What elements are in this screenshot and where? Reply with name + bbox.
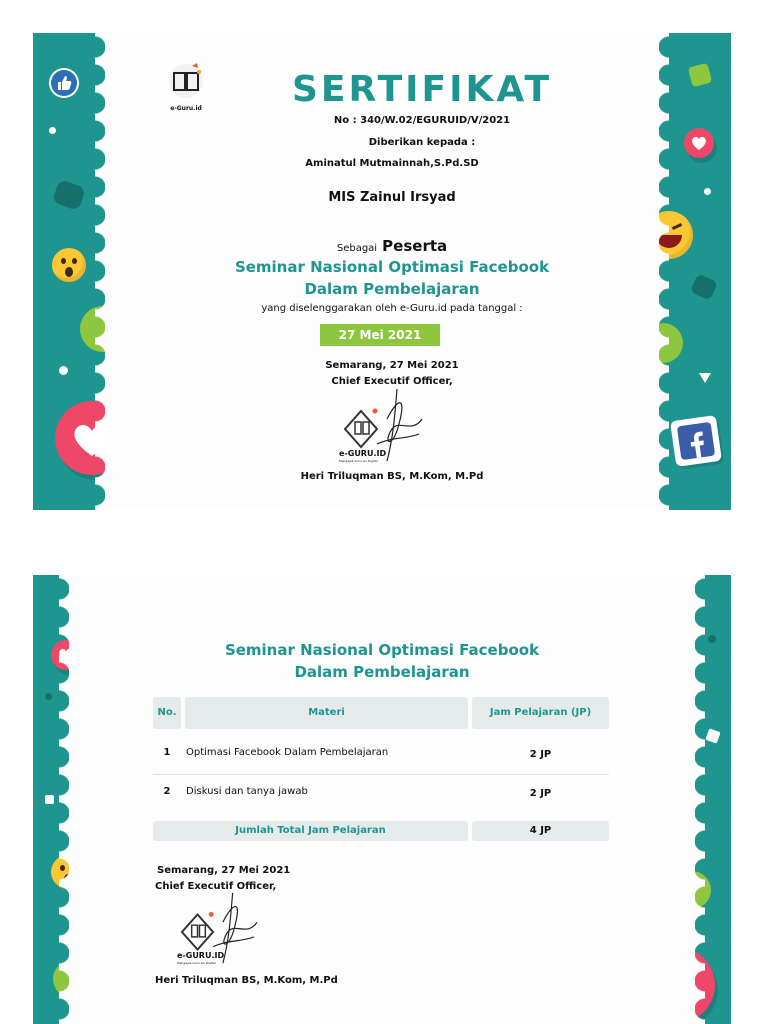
table-total-label: Jumlah Total Jam Pelajaran — [153, 821, 468, 841]
certificate-title: SERTIFIKAT — [291, 69, 553, 110]
certificate-paper — [69, 575, 695, 1024]
decor-shape — [688, 63, 712, 87]
decor-shape — [52, 179, 87, 211]
decor-dot — [708, 635, 716, 643]
place-date: Semarang, 27 Mei 2021 — [325, 360, 459, 371]
stamp-text: e-GURU.ID — [177, 951, 225, 960]
signature-stamp — [337, 389, 427, 469]
table-row-1-materi: Optimasi Facebook Dalam Pembelajaran — [186, 747, 389, 758]
stamp-text: e-GURU.ID — [339, 449, 387, 458]
seminar-title-line1: Seminar Nasional Optimasi Facebook — [234, 258, 550, 276]
table-total-value: 4 JP — [472, 821, 609, 841]
role-prefix: Sebagai — [336, 243, 378, 254]
seminar-title-line1: Seminar Nasional Optimasi Facebook — [224, 641, 540, 659]
surprised-emoji-icon — [52, 248, 86, 282]
given-to-label: Diberikan kepada : — [368, 137, 476, 148]
like-badge-icon — [49, 68, 79, 98]
table-header-jp: Jam Pelajaran (JP) — [472, 697, 609, 729]
certificate-number: No : 340/W.02/EGURUID/V/2021 — [333, 115, 511, 126]
role-line — [125, 236, 659, 255]
table-row-1-jp: 2 JP — [529, 749, 552, 760]
signer-position: Chief Executif Officer, — [155, 881, 277, 892]
signature-stamp — [173, 893, 263, 971]
signer-name: Heri Triluqman BS, M.Kom, M.Pd — [155, 975, 338, 986]
table-row-2-jp: 2 JP — [529, 788, 552, 799]
decor-dot — [704, 188, 711, 195]
decor-shape — [45, 795, 54, 804]
stamp-subtext: Mengajak Guru Go Digital — [177, 961, 216, 965]
certificate-front — [33, 33, 731, 510]
certificate-paper — [105, 33, 659, 510]
signer-name: Heri Triluqman BS, M.Kom, M.Pd — [300, 471, 484, 482]
facebook-icon — [670, 415, 722, 467]
logo-caption: e-Guru.id — [170, 105, 202, 112]
decor-dot — [45, 693, 52, 700]
heart-badge-icon — [684, 128, 714, 158]
table-row-2-no: 2 — [163, 786, 171, 797]
signer-position: Chief Executif Officer, — [331, 376, 453, 387]
table-row-2-materi: Diskusi dan tanya jawab — [186, 786, 308, 797]
table-header-materi: Materi — [185, 697, 468, 729]
table-divider — [153, 774, 609, 775]
decor-dot — [59, 366, 68, 375]
certificate-back — [33, 575, 731, 1024]
stamp-subtext: Mengajak Guru Go Digital — [339, 459, 378, 463]
table-header-no: No. — [153, 697, 181, 729]
triangle-decor-icon — [699, 373, 711, 383]
role-value: Peserta — [382, 237, 448, 255]
decor-dot — [49, 127, 56, 134]
seminar-title-line2: Dalam Pembelajaran — [294, 663, 470, 681]
seminar-title-line2: Dalam Pembelajaran — [304, 280, 480, 298]
event-date-badge: 27 Mei 2021 — [320, 324, 440, 346]
decor-shape — [690, 273, 718, 300]
school-name: MIS Zainul Irsyad — [328, 190, 456, 205]
table-row-1-no: 1 — [163, 747, 171, 758]
place-date: Semarang, 27 Mei 2021 — [157, 865, 291, 876]
decor-shape — [705, 728, 720, 743]
organized-by-text: yang diselenggarakan oleh e-Guru.id pada tanggal : — [261, 303, 523, 314]
recipient-name: Aminatul Mutmainnah,S.Pd.SD — [305, 158, 479, 169]
